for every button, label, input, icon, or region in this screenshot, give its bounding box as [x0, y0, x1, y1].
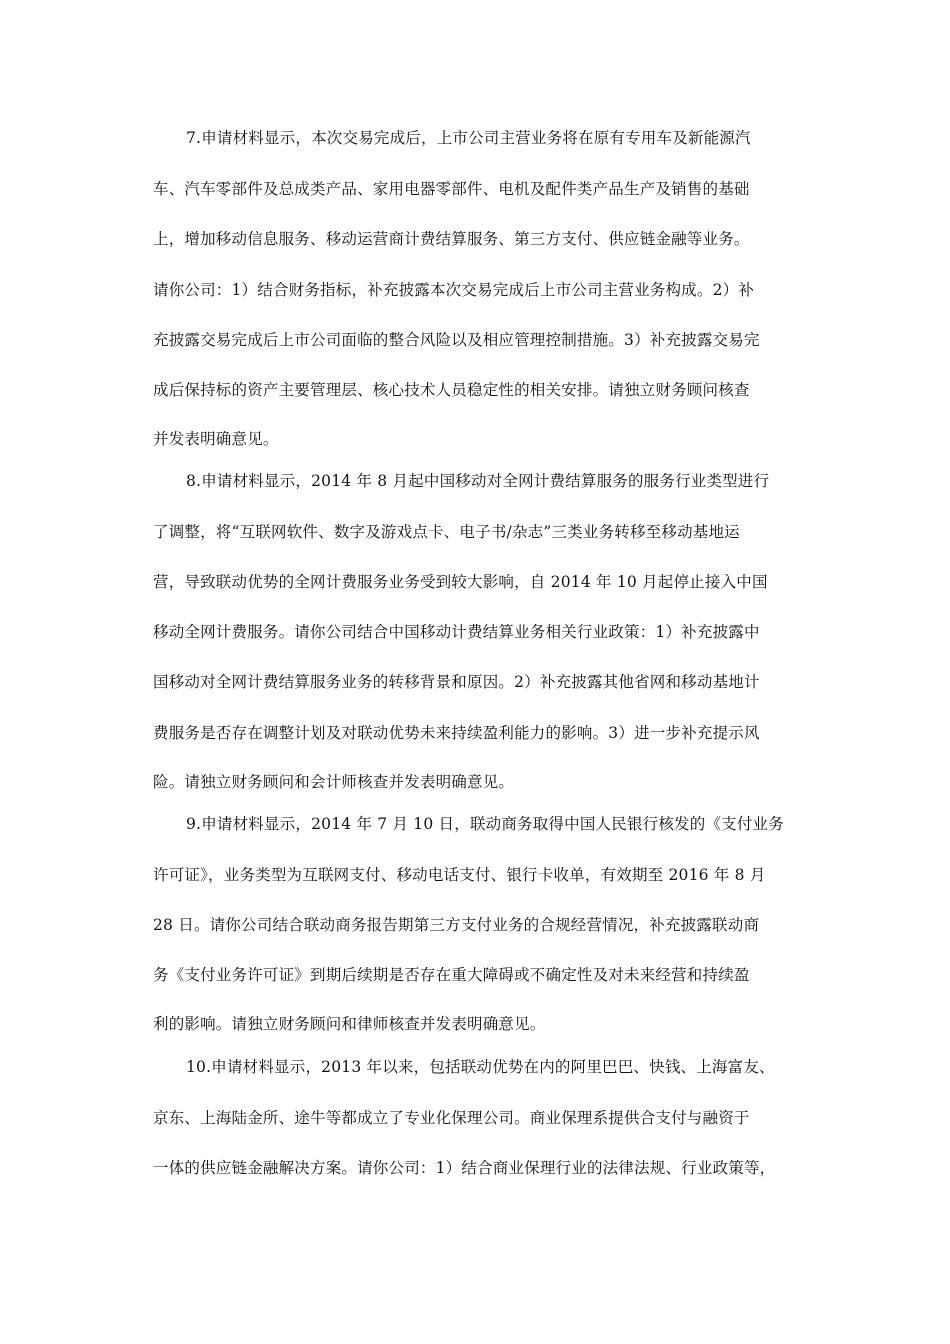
- paragraph-9-line-5: 利的影响。请独立财务顾问和律师核查并发表明确意见。: [153, 1015, 546, 1033]
- paragraph-9-line-1: 9.申请材料显示，2014 年 7 月 10 日，联动商务取得中国人民银行核发的《支付业务: [186, 815, 784, 833]
- paragraph-8-line-3: 营，导致联动优势的全网计费服务业务受到较大影响，自 2014 年 10 月起停止接入中国: [153, 573, 768, 591]
- paragraph-10-line-2: 京东、上海陆金所、途牛等都成立了专业化保理公司。商业保理系提供合支付与融资于: [153, 1109, 750, 1127]
- paragraph-9-line-3: 28 日。请你公司结合联动商务报告期第三方支付业务的合规经营情况，补充披露联动商: [153, 916, 760, 934]
- paragraph-8-line-5: 国移动对全网计费结算服务业务的转移背景和原因。2）补充披露其他省网和移动基地计: [153, 673, 760, 691]
- paragraph-7-line-7: 并发表明确意见。: [153, 430, 279, 448]
- paragraph-8-line-2: 了调整，将“互联网软件、数字及游戏点卡、电子书/杂志”三类业务转移至移动基地运: [153, 523, 740, 541]
- paragraph-7-line-1: 7.申请材料显示，本次交易完成后，上市公司主营业务将在原有专用车及新能源汽: [186, 129, 751, 147]
- paragraph-7-line-2: 车、汽车零部件及总成类产品、家用电器零部件、电机及配件类产品生产及销售的基础: [153, 180, 750, 198]
- paragraph-10-line-1: 10.申请材料显示，2013 年以来，包括联动优势在内的阿里巴巴、快钱、上海富友、: [186, 1058, 775, 1076]
- paragraph-8-line-7: 险。请独立财务顾问和会计师核查并发表明确意见。: [153, 773, 515, 791]
- paragraph-8-line-6: 费服务是否存在调整计划及对联动优势未来持续盈利能力的影响。3）进一步补充提示风: [153, 724, 760, 742]
- paragraph-7-line-6: 成后保持标的资产主要管理层、核心技术人员稳定性的相关安排。请独立财务顾问核查: [153, 381, 750, 399]
- paragraph-7-line-4: 请你公司：1）结合财务指标，补充披露本次交易完成后上市公司主营业务构成。2）补: [153, 281, 755, 299]
- paragraph-8-line-4: 移动全网计费服务。请你公司结合中国移动计费结算业务相关行业政策：1）补充披露中: [153, 623, 760, 641]
- paragraph-9-line-2: 许可证》，业务类型为互联网支付、移动电话支付、银行卡收单，有效期至 2016 年 8 月: [153, 866, 766, 884]
- paragraph-10-line-3: 一体的供应链金融解决方案。请你公司：1）结合商业保理行业的法律法规、行业政策等，: [153, 1159, 776, 1177]
- paragraph-7-line-3: 上，增加移动信息服务、移动运营商计费结算服务、第三方支付、供应链金融等业务。: [153, 230, 750, 248]
- paragraph-7-line-5: 充披露交易完成后上市公司面临的整合风险以及相应管理控制措施。3）补充披露交易完: [153, 331, 760, 349]
- paragraph-8-line-1: 8.申请材料显示，2014 年 8 月起中国移动对全网计费结算服务的服务行业类型进行: [186, 472, 770, 490]
- paragraph-9-line-4: 务《支付业务许可证》到期后续期是否存在重大障碍或不确定性及对未来经营和持续盈: [153, 966, 750, 984]
